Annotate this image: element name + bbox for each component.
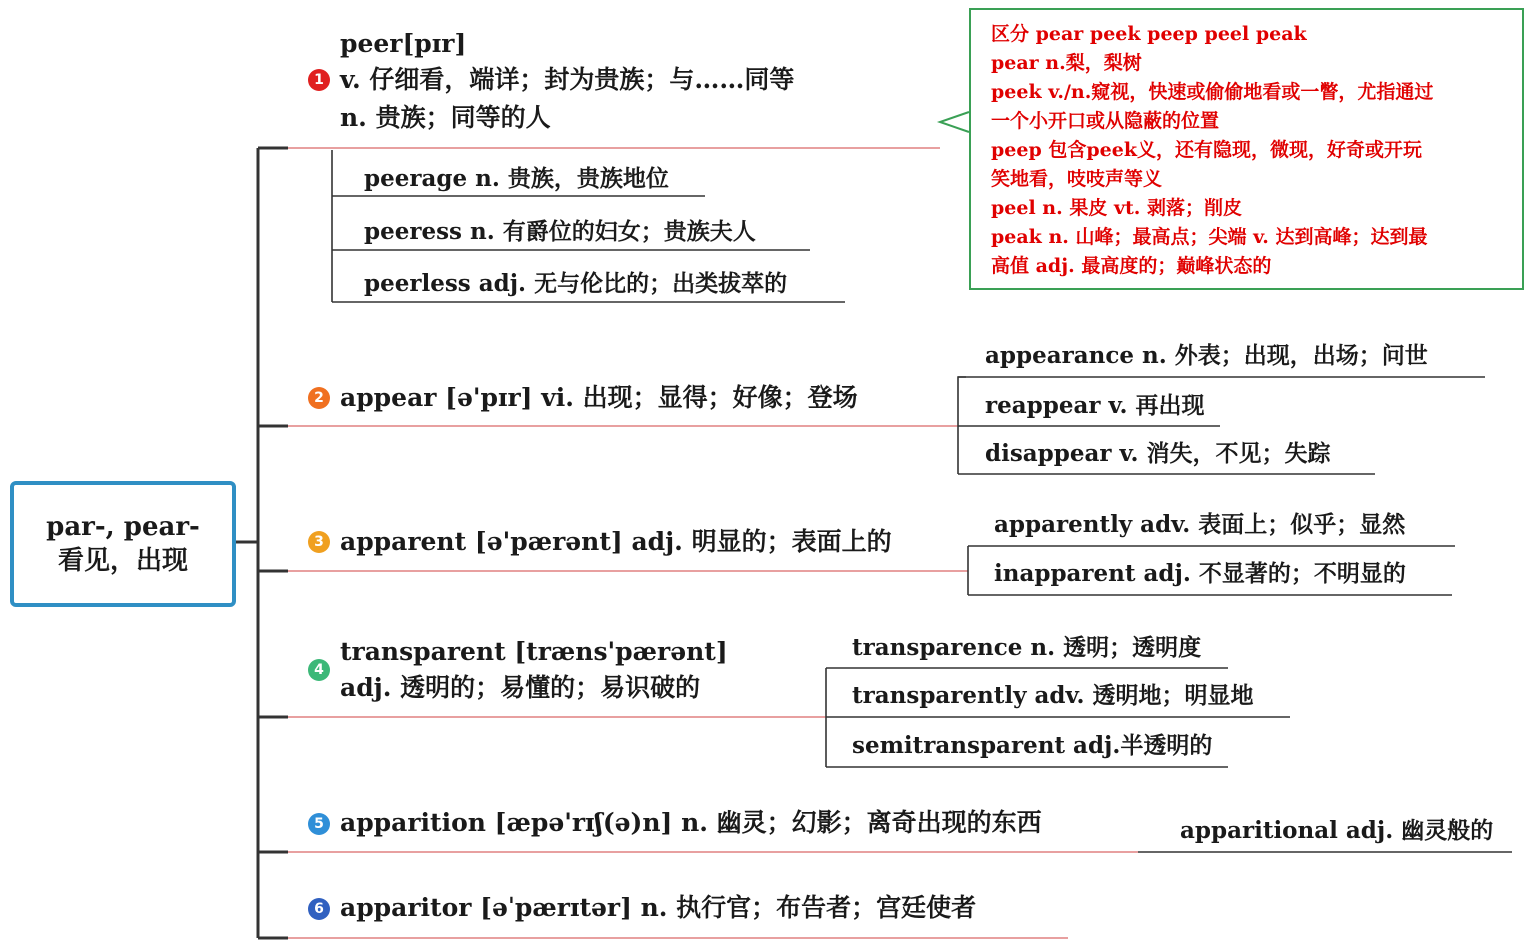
entry-5-child-1: apparitional adj. 幽灵般的: [1180, 817, 1494, 844]
number-badge-2: 2: [308, 387, 330, 409]
entry-1-child-3: peerless adj. 无与伦比的；出类拔萃的: [364, 270, 788, 297]
entry-1-child-1: peerage n. 贵族，贵族地位: [364, 165, 669, 192]
distinction-note-box: [969, 8, 1524, 290]
number-badge-5: 5: [308, 813, 330, 835]
number-badge-1: 1: [308, 69, 330, 91]
root-node: [10, 481, 236, 607]
number-badge-4: 4: [308, 659, 330, 681]
entry-3-child-2: inapparent adj. 不显著的；不明显的: [994, 560, 1406, 587]
note-line-1: 区分 pear peek peep peel peak: [991, 23, 1307, 45]
entry-6-headword: apparitor [əˈpærɪtər] n. 执行官；布告者；宫廷使者: [340, 893, 977, 922]
number-badge-6: 6: [308, 898, 330, 920]
note-line-9: 高值 adj. 最高度的；巅峰状态的: [991, 255, 1272, 277]
note-line-3: peek v./n.窥视，快速或偷偷地看或一瞥，尤指通过: [991, 81, 1434, 103]
note-line-7: peel n. 果皮 vt. 剥落；削皮: [991, 197, 1242, 219]
entry-3-headword: apparent [ə'pærənt] adj. 明显的；表面上的: [340, 527, 892, 556]
entry-4-def: adj. 透明的；易懂的；易识破的: [340, 673, 701, 702]
entry-2-child-1: appearance n. 外表；出现，出场；问世: [985, 342, 1428, 369]
entry-1-noun-def: n. 贵族；同等的人: [340, 103, 551, 132]
root-line2: 看见，出现: [57, 546, 188, 576]
entry-2-headword: appear [ə'pɪr] vi. 出现；显得；好像；登场: [340, 383, 858, 412]
entry-4-child-1: transparence n. 透明；透明度: [852, 634, 1202, 661]
entry-4-child-3: semitransparent adj.半透明的: [852, 732, 1213, 759]
entry-1-headword: peer[pɪr]: [340, 29, 467, 58]
entry-2-child-2: reappear v. 再出现: [985, 392, 1205, 419]
entry-1-verb-def: v. 仔细看，端详；封为贵族；与……同等: [340, 65, 795, 94]
number-badge-3: 3: [308, 531, 330, 553]
note-line-8: peak n. 山峰；最高点；尖端 v. 达到高峰；达到最: [991, 226, 1428, 248]
note-line-6: 笑地看，吱吱声等义: [991, 168, 1163, 190]
entry-1-child-2: peeress n. 有爵位的妇女；贵族夫人: [364, 218, 756, 245]
entry-5-headword: apparition [æpə'rɪʃ(ə)n] n. 幽灵；幻影；离奇出现的东西: [340, 808, 1042, 837]
note-line-5: peep 包含peek义，还有隐现，微现，好奇或开玩: [991, 139, 1422, 161]
root-line1: par-, pear-: [46, 512, 200, 542]
entry-2-child-3: disappear v. 消失，不见；失踪: [985, 440, 1331, 467]
note-line-2: pear n.梨，梨树: [991, 52, 1142, 74]
entry-4-child-2: transparently adv. 透明地；明显地: [852, 682, 1254, 709]
entry-3-child-1: apparently adv. 表面上；似乎；显然: [994, 511, 1406, 538]
note-line-4: 一个小开口或从隐蔽的位置: [991, 110, 1220, 132]
entry-4-headword: transparent [træns'pærənt]: [340, 637, 728, 666]
